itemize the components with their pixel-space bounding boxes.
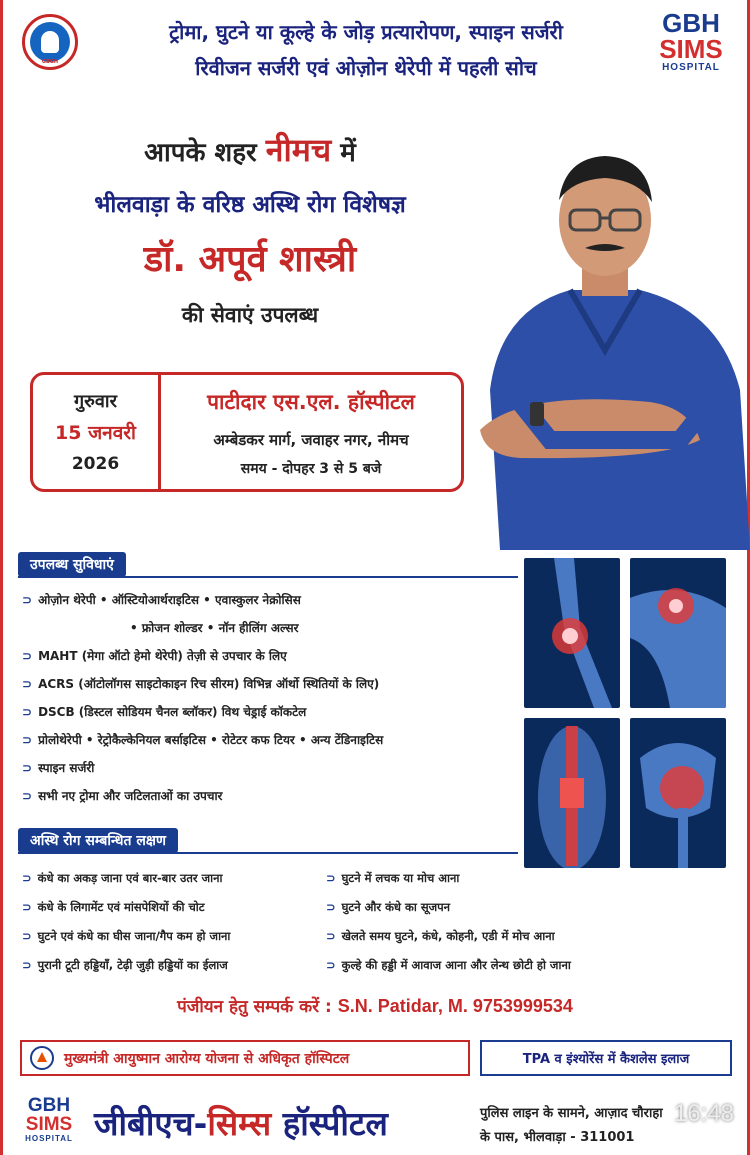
list-item: ⊃ DSCB (डिस्टल सोडियम चैनल ब्लॉकर) विथ चेड्राई कॉकटेल [22,705,307,719]
gbh-sims-logo: GBH SIMS HOSPITAL [659,8,723,73]
footer-address: पुलिस लाइन के सामने, आज़ाद चौराहा के पास, भीलवाड़ा - 311001 [480,1106,663,1145]
event-year: 2026 [71,454,120,474]
list-item: ⊃ कंधे के लिगामेंट एवं मांसपेशियों की चोट [22,900,205,914]
tpa-badge: TPA व इंश्योरेंस में कैशलेस इलाज [480,1040,732,1076]
hospital-emblem-logo: GBGH [22,14,78,70]
event-time: समय - दोपहर 3 से 5 बजे [240,461,382,477]
symptoms-column-1 [22,864,230,980]
list-item: ⊃ घुटने और कंधे का सूजपन [326,900,451,914]
list-item: ⊃ घुटने में लचक या मोच आना [326,871,460,885]
ayushman-logo-icon [30,1046,54,1070]
hero-line-city: आपके शहर नीमच में [144,131,356,169]
list-item: ⊃ कंधे का अकड़ जाना एवं बार-बार उतर जाना [22,871,223,885]
header-tagline [96,14,636,86]
shoulder-xray-image [630,558,726,708]
event-date [33,375,161,489]
tagline-line-1: ट्रोमा, घुटने या कूल्हे के जोड़ प्रत्यारोपण, स्पाइन सर्जरी [169,20,563,44]
hero-specialist-line: भीलवाड़ा के वरिष्ठ अस्थि रोग विशेषज्ञ [94,192,406,218]
hero-text [20,130,480,335]
list-item: ⊃ पुरानी टूटी हड्डियाँ, टेढ़ी जुड़ी हड्डियों का ईलाज [22,958,228,972]
doctor-photo [460,140,750,550]
event-date-text: 15 जनवरी [55,422,136,444]
contact-phone[interactable]: S.N. Patidar, M. 9753999534 [337,996,573,1016]
list-item: • फ्रोजन शोल्डर • नॉन हीलिंग अल्सर [130,621,299,635]
list-item: ⊃ खेलते समय घुटने, कंधे, कोहनी, एडी में मोच आना [326,929,555,943]
doctor-name: डॉ. अपूर्व शास्त्री [143,239,357,280]
event-venue [161,375,461,489]
venue-name: पाटीदार एस.एल. हॉस्पीटल [207,390,415,414]
facilities-list [22,586,522,810]
list-item: ⊃ MAHT (मेगा ऑटो हेमो थेरेपी) तेज़ी से उपचार के लिए [22,649,287,663]
services-available-line: की सेवाएं उपलब्ध [181,303,319,327]
list-item: ⊃ स्पाइन सर्जरी [22,761,95,775]
spine-xray-image [524,718,620,868]
footer-hospital-name: जीबीएच-सिम्स हॉस्पीटल [94,1104,388,1143]
knee-xray-image [524,558,620,708]
registration-contact: पंजीयन हेतु सम्पर्क करें : S.N. Patidar, M. 9753999534 [177,996,573,1017]
list-item: ⊃ ओज़ोन थेरेपी • ऑस्टियोआर्थराइटिस • एवास्कुलर नेक्रोसिस [22,593,301,607]
hip-xray-image [630,718,726,868]
event-day: गुरुवार [74,391,117,412]
symptoms-heading: अस्थि रोग सम्बन्धित लक्षण [18,828,178,853]
list-item: ⊃ कुल्हे की हड्डी में आवाज आना और लेन्थ छोटी हो जाना [326,958,571,972]
ayushman-badge: मुख्यमंत्री आयुष्मान आरोग्य योजना से अधिकृत हॉस्पिटल [20,1040,470,1076]
status-time-overlay: 16:48 [673,1100,734,1127]
footer-gbh-sims-logo: GBH SIMS HOSPITAL [25,1095,73,1143]
city-name: नीमच [265,131,332,169]
event-details-box [30,372,464,492]
list-item: ⊃ घुटने एवं कंधे का घीस जाना/गैप कम हो जाना [22,929,231,943]
list-item: ⊃ सभी नए ट्रोमा और जटिलताओं का उपचार [22,789,223,803]
facilities-heading: उपलब्ध सुविधाएं [18,552,126,577]
tagline-line-2: रिवीजन सर्जरी एवं ओज़ोन थेरेपी में पहली सोच [195,56,537,80]
list-item: ⊃ ACRS (ऑटोलॉगस साइटोकाइन रिच सीरम) विभिन्न ऑर्थो स्थितियों के लिए) [22,677,380,691]
venue-address: अम्बेडकर मार्ग, जवाहर नगर, नीमच [213,431,409,449]
list-item: ⊃ प्रोलोथेरेपी • रेट्रोकैल्केनियल बर्साइटिस • रोटेटर कफ टियर • अन्य टेंडिनाइटिस [22,733,384,747]
symptoms-column-2 [326,864,571,980]
